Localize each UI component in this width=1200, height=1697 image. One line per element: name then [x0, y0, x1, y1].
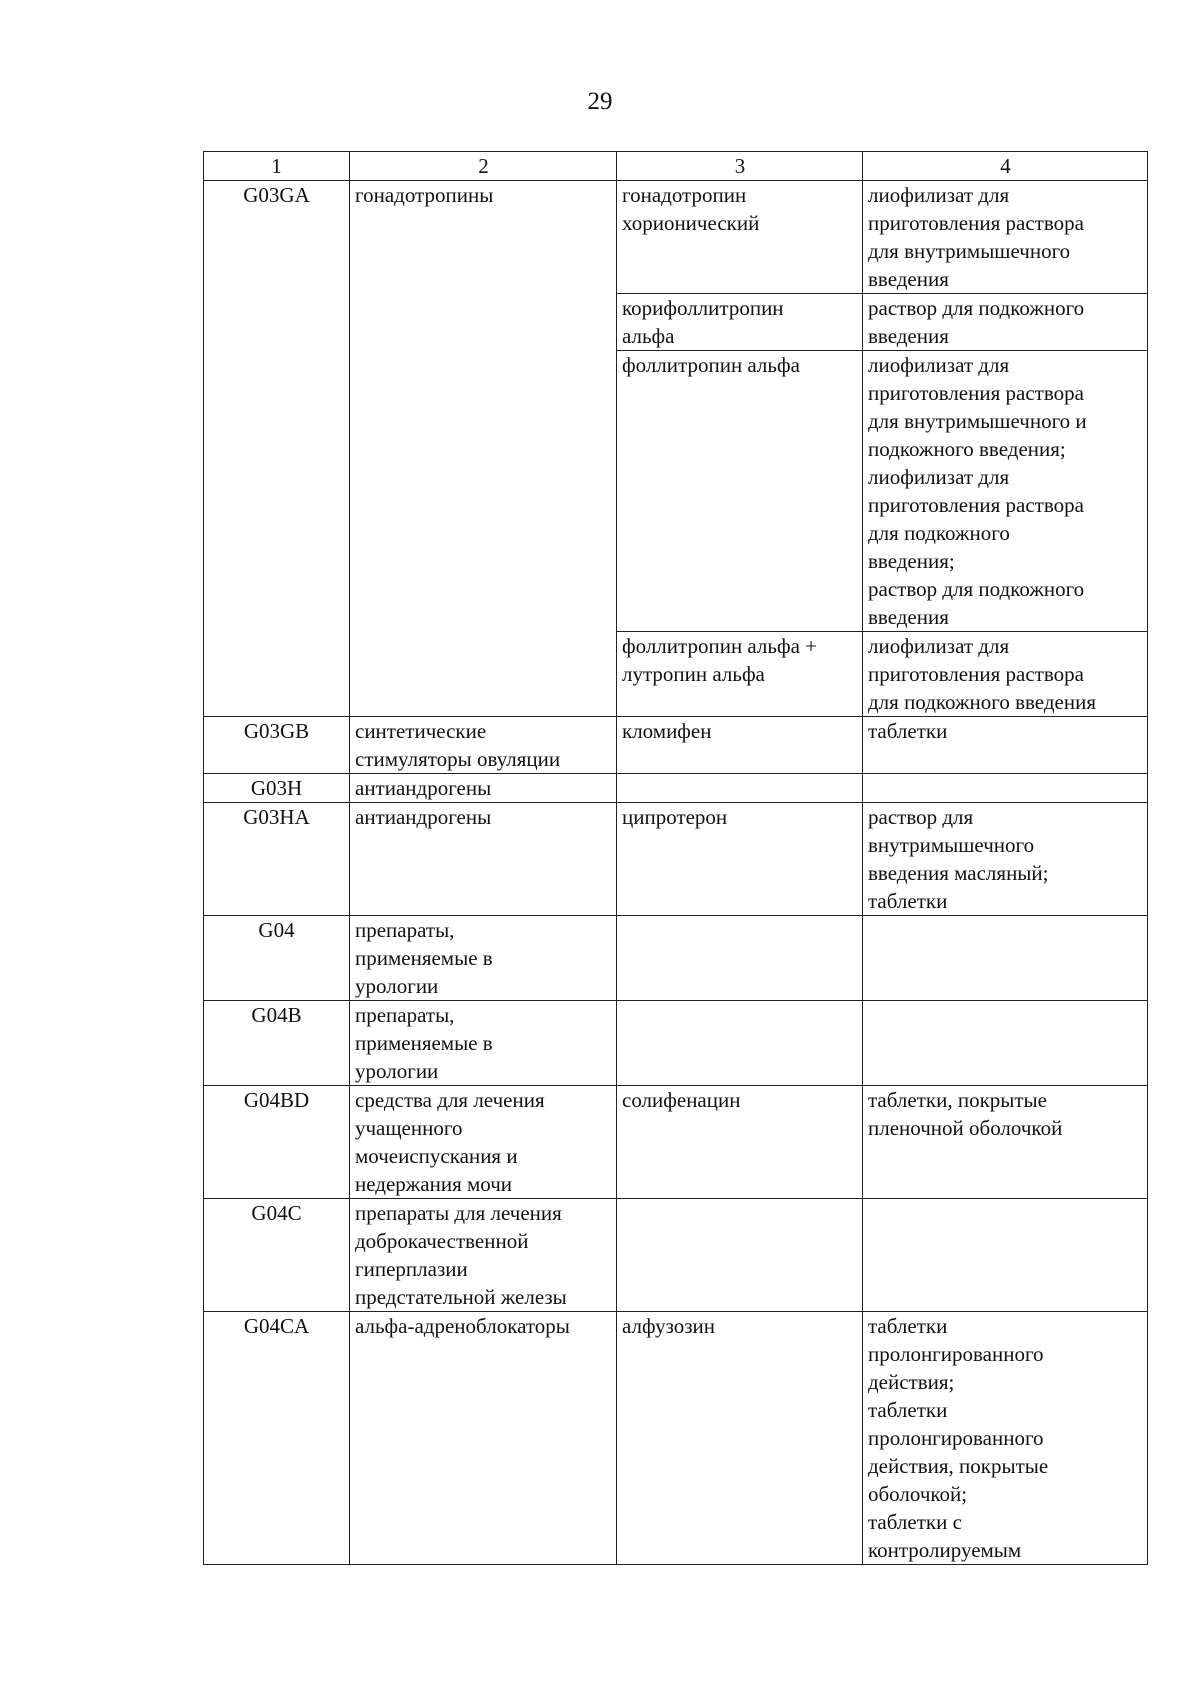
atc-code: G04C [251, 1201, 302, 1225]
form-line: пролонгированного [868, 1426, 1044, 1450]
form-cell [863, 717, 1148, 774]
substance-cell [617, 181, 863, 294]
form-cell [863, 803, 1148, 916]
form-line: подкожного введения; [868, 437, 1066, 461]
group-line: недержания мочи [355, 1172, 513, 1196]
substance-cell [617, 632, 863, 717]
form-line: для подкожного [868, 521, 1010, 545]
substance-line: гонадотропин [622, 183, 747, 207]
table-row [204, 803, 1148, 916]
atc-code-cell [204, 803, 350, 916]
substance-cell [617, 916, 863, 1001]
form-line: для подкожного введения [868, 690, 1096, 714]
atc-code: G03GA [243, 183, 310, 207]
table-row [204, 1199, 1148, 1312]
substance-line: солифенацин [622, 1088, 741, 1112]
group-line: предстательной железы [355, 1285, 567, 1309]
form-line: пленочной оболочкой [868, 1116, 1063, 1140]
group-line: антиандрогены [355, 776, 492, 800]
group-cell [350, 774, 617, 803]
substance-line: корифоллитропин [622, 296, 784, 320]
atc-code-cell [204, 1086, 350, 1199]
form-line: лиофилизат для [868, 465, 1010, 489]
atc-code-cell [204, 181, 350, 717]
atc-code-cell [204, 1199, 350, 1312]
table-row [204, 916, 1148, 1001]
form-line: лиофилизат для [868, 634, 1010, 658]
substance-line: кломифен [622, 719, 712, 743]
form-line: таблетки [868, 889, 948, 913]
form-line: таблетки [868, 1398, 948, 1422]
form-line: для внутримышечного и [868, 409, 1087, 433]
atc-code-cell [204, 717, 350, 774]
group-line: гонадотропины [355, 183, 494, 207]
atc-code: G03H [250, 776, 303, 800]
form-line: приготовления раствора [868, 662, 1084, 686]
group-line: альфа-адреноблокаторы [355, 1314, 570, 1338]
table-row [204, 774, 1148, 803]
group-cell [350, 1199, 617, 1312]
header-col-1: 1 [204, 152, 350, 181]
form-line: раствор для [868, 805, 974, 829]
form-line: раствор для подкожного [868, 577, 1085, 601]
substance-cell [617, 294, 863, 351]
form-cell [863, 351, 1148, 632]
drug-table [203, 151, 1148, 1565]
form-cell [863, 1199, 1148, 1312]
atc-code-cell [204, 774, 350, 803]
form-line: лиофилизат для [868, 353, 1010, 377]
header-col-2: 2 [350, 152, 617, 181]
form-line: введения [868, 324, 949, 348]
group-cell [350, 916, 617, 1001]
table-row [204, 1086, 1148, 1199]
atc-code: G04 [258, 918, 295, 942]
substance-line: фоллитропин альфа [622, 353, 800, 377]
header-col-4: 4 [863, 152, 1148, 181]
form-line: контролируемым [868, 1538, 1022, 1562]
form-cell [863, 632, 1148, 717]
form-line: таблетки [868, 1314, 948, 1338]
substance-line: ципротерон [622, 805, 728, 829]
substance-cell [617, 1199, 863, 1312]
substance-cell [617, 717, 863, 774]
group-cell [350, 1086, 617, 1199]
atc-code: G04B [251, 1003, 302, 1027]
group-line: препараты, [355, 1003, 455, 1027]
group-line: антиандрогены [355, 805, 492, 829]
group-line: препараты, [355, 918, 455, 942]
group-cell [350, 1312, 617, 1565]
form-line: действия; [868, 1370, 955, 1394]
table-row [204, 1312, 1148, 1565]
substance-cell [617, 1312, 863, 1565]
table-row [204, 1001, 1148, 1086]
form-line: введения; [868, 549, 955, 573]
form-line: приготовления раствора [868, 381, 1084, 405]
form-line: таблетки с [868, 1510, 962, 1534]
group-cell [350, 803, 617, 916]
atc-code-cell [204, 1312, 350, 1565]
substance-cell [617, 803, 863, 916]
group-line: синтетические [355, 719, 487, 743]
form-line: приготовления раствора [868, 493, 1084, 517]
group-cell [350, 181, 617, 717]
substance-line: фоллитропин альфа + [622, 634, 818, 658]
group-line: урологии [355, 974, 439, 998]
atc-code: G04BD [243, 1088, 310, 1112]
form-line: приготовления раствора [868, 211, 1084, 235]
substance-line: алфузозин [622, 1314, 716, 1338]
form-cell [863, 774, 1148, 803]
form-line: для внутримышечного [868, 239, 1071, 263]
form-cell [863, 1086, 1148, 1199]
group-line: применяемые в [355, 946, 493, 970]
substance-line: хорионический [622, 211, 760, 235]
substance-cell [617, 1001, 863, 1086]
group-cell [350, 1001, 617, 1086]
group-line: применяемые в [355, 1031, 493, 1055]
form-line: внутримышечного [868, 833, 1035, 857]
form-line: введения [868, 267, 949, 291]
form-cell [863, 294, 1148, 351]
table-row [204, 717, 1148, 774]
group-line: учащенного [355, 1116, 463, 1140]
form-cell [863, 181, 1148, 294]
form-cell [863, 1001, 1148, 1086]
form-cell [863, 916, 1148, 1001]
substance-cell [617, 1086, 863, 1199]
form-line: раствор для подкожного [868, 296, 1085, 320]
form-line: введения [868, 605, 949, 629]
group-line: мочеиспускания и [355, 1144, 518, 1168]
group-line: средства для лечения [355, 1088, 545, 1112]
header-col-3: 3 [617, 152, 863, 181]
table-row [204, 181, 1148, 294]
group-line: гиперплазии [355, 1257, 468, 1281]
group-cell [350, 717, 617, 774]
page-number: 29 [587, 88, 613, 115]
form-line: таблетки, покрытые [868, 1088, 1047, 1112]
form-line: пролонгированного [868, 1342, 1044, 1366]
form-line: оболочкой; [868, 1482, 968, 1506]
atc-code-cell [204, 916, 350, 1001]
atc-code-cell [204, 1001, 350, 1086]
form-cell [863, 1312, 1148, 1565]
substance-line: альфа [622, 324, 675, 348]
group-line: препараты для лечения [355, 1201, 562, 1225]
substance-line: лутропин альфа [622, 662, 765, 686]
form-line: таблетки [868, 719, 948, 743]
group-line: урологии [355, 1059, 439, 1083]
form-line: лиофилизат для [868, 183, 1010, 207]
atc-code: G04CA [243, 1314, 310, 1338]
substance-cell [617, 774, 863, 803]
table-header-row [204, 152, 1148, 181]
atc-code: G03GB [243, 719, 310, 743]
group-line: стимуляторы овуляции [355, 747, 561, 771]
form-line: действия, покрытые [868, 1454, 1049, 1478]
group-line: доброкачественной [355, 1229, 529, 1253]
form-line: введения масляный; [868, 861, 1049, 885]
substance-cell [617, 351, 863, 632]
atc-code: G03HA [243, 805, 310, 829]
